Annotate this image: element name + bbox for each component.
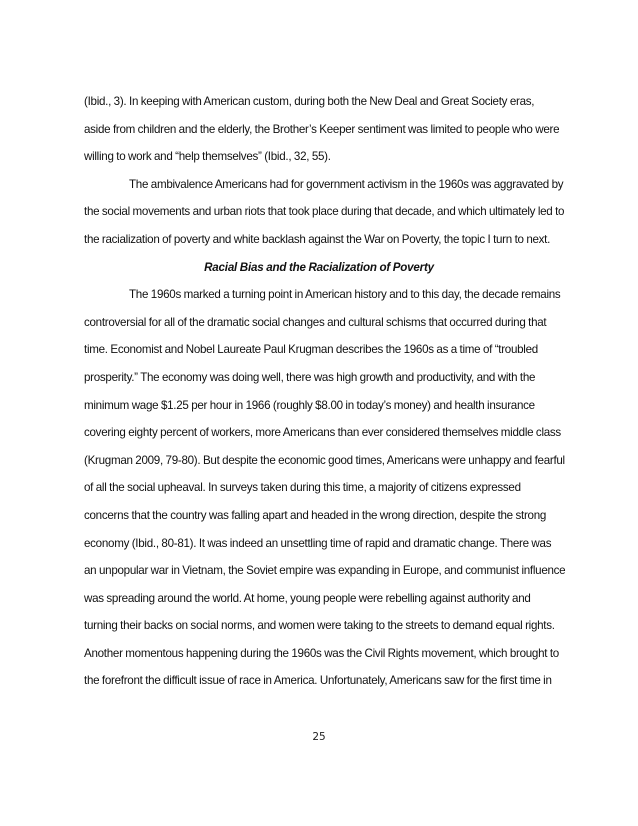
text-line: of all the social upheaval. In surveys taken during this time, a majority of citizens expressed bbox=[84, 481, 521, 495]
body-text bbox=[84, 88, 566, 695]
section-heading: Racial Bias and the Racialization of Poverty bbox=[204, 260, 434, 274]
text-line: (Krugman 2009, 79-80). But despite the economic good times, Americans were unhappy and fearful bbox=[84, 453, 565, 467]
text-line: controversial for all of the dramatic social changes and cultural schisms that occurred during that bbox=[84, 315, 547, 329]
text-line: covering eighty percent of workers, more Americans than ever considered themselves middle class bbox=[84, 426, 561, 440]
text-line: time. Economist and Nobel Laureate Paul Krugman describes the 1960s as a time of “troubled bbox=[84, 343, 538, 357]
text-line: turning their backs on social norms, and women were taking to the streets to demand equal rights. bbox=[84, 619, 555, 633]
text-line: an unpopular war in Vietnam, the Soviet empire was expanding in Europe, and communist influence bbox=[84, 564, 566, 578]
text-line: concerns that the country was falling apart and headed in the wrong direction, despite the strong bbox=[84, 508, 547, 522]
text-line: minimum wage $1.25 per hour in 1966 (roughly $8.00 in today’s money) and health insurance bbox=[84, 398, 535, 412]
text-line: aside from children and the elderly, the Brother’s Keeper sentiment was limited to people who were bbox=[84, 122, 560, 136]
text-line: the racialization of poverty and white backlash against the War on Poverty, the topic I turn to next. bbox=[84, 232, 551, 246]
text-line: prosperity.” The economy was doing well, there was high growth and productivity, and with the bbox=[84, 370, 536, 384]
text-line: the social movements and urban riots that took place during that decade, and which ultimately led to bbox=[84, 205, 565, 219]
text-line: willing to work and “help themselves” (Ibid., 32, 55). bbox=[84, 150, 331, 164]
text-line: (Ibid., 3). In keeping with American custom, during both the New Deal and Great Society eras, bbox=[84, 95, 535, 108]
text-line: economy (Ibid., 80-81). It was indeed an unsettling time of rapid and dramatic change. There was bbox=[84, 536, 552, 550]
text-line: Another momentous happening during the 1960s was the Civil Rights movement, which brought to bbox=[84, 646, 559, 660]
text-line: the forefront the difficult issue of race in America. Unfortunately, Americans saw for the first time in bbox=[84, 674, 552, 688]
paragraph-first-line: The 1960s marked a turning point in American history and to this day, the decade remains bbox=[129, 288, 561, 302]
text-line: was spreading around the world. At home, young people were rebelling against authority and bbox=[84, 591, 531, 605]
paragraph-first-line: The ambivalence Americans had for government activism in the 1960s was aggravated by bbox=[129, 177, 564, 191]
page-number: 25 bbox=[312, 731, 326, 743]
